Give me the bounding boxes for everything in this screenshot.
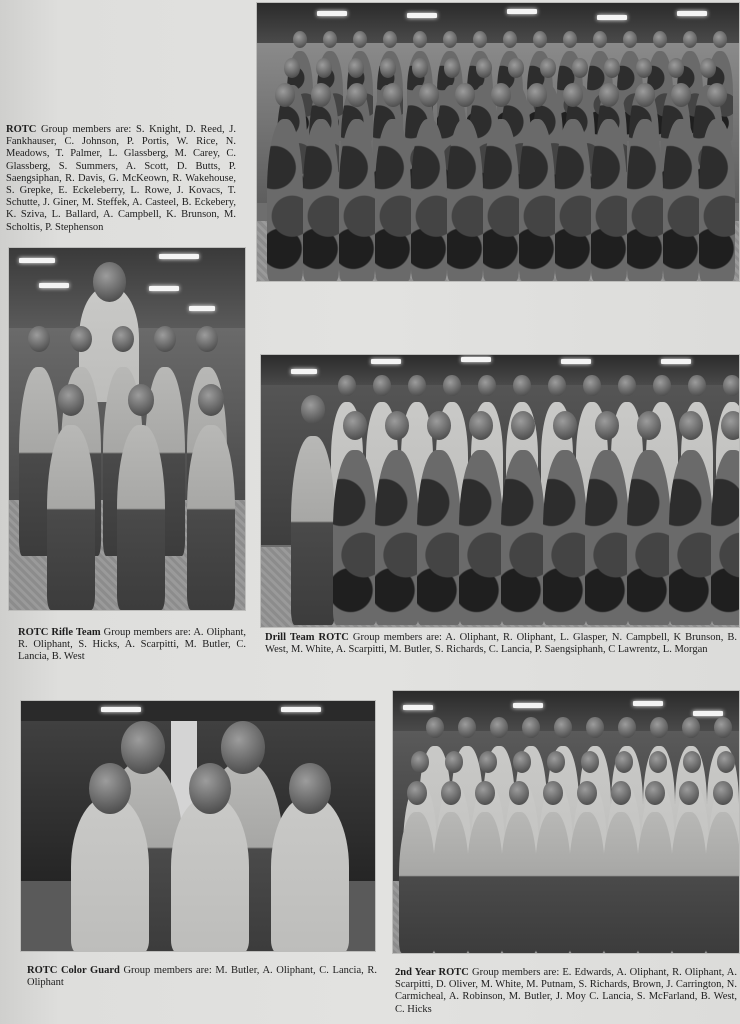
person-head <box>443 375 461 396</box>
rifle-team-caption <box>18 627 246 664</box>
person-head <box>380 58 397 78</box>
person-figure <box>339 119 375 281</box>
caption-title: ROTC <box>6 124 37 135</box>
caption-text: Group members are: E. Edwards, A. Oliphant, R. Oliphant, A. Scarpitti, D. Oliver, M. White, M. Putnam, S. Richards, Brown, J. Carrington, N. Carmicheal, A. Robinson, M. Butler, J. Moy C. Lancia, S. McFarland, B. West, C. Hicks <box>395 967 737 1015</box>
person-figure <box>519 119 555 281</box>
person-head <box>721 411 740 440</box>
person-head <box>553 411 577 440</box>
person-head <box>491 83 511 107</box>
person-head <box>58 384 84 416</box>
person-head <box>572 58 589 78</box>
person-head <box>543 781 563 805</box>
person-head <box>563 83 583 107</box>
person-head <box>611 781 631 805</box>
person-head <box>198 384 224 416</box>
person-head <box>618 375 636 396</box>
color-guard-photo <box>20 700 376 952</box>
person-figure <box>501 450 545 625</box>
person-head <box>527 83 547 107</box>
person-figure <box>569 812 605 953</box>
person-figure <box>555 119 591 281</box>
color-guard-caption <box>27 965 377 989</box>
person-head <box>583 375 601 396</box>
person-figure <box>459 450 503 625</box>
person-figure <box>591 119 627 281</box>
drill-team-caption <box>265 632 737 656</box>
person-head <box>373 375 391 396</box>
second-year-caption <box>395 967 737 1016</box>
person-figure <box>483 119 519 281</box>
person-figure <box>303 119 339 281</box>
person-figure <box>627 119 663 281</box>
person-figure <box>171 797 249 952</box>
person-head <box>636 58 653 78</box>
person-head <box>284 58 301 78</box>
person-head <box>316 58 333 78</box>
person-figure <box>399 812 435 953</box>
person-head <box>586 717 604 738</box>
person-head <box>700 58 717 78</box>
person-head <box>348 58 365 78</box>
person-head <box>682 717 700 738</box>
person-figure <box>585 450 629 625</box>
person-head <box>679 781 699 805</box>
caption-title: 2nd Year ROTC <box>395 967 469 978</box>
person-figure <box>271 797 349 952</box>
person-head <box>513 375 531 396</box>
person-head <box>444 58 461 78</box>
person-figure <box>267 119 303 281</box>
person-head <box>577 781 597 805</box>
person-head <box>408 375 426 396</box>
person-head <box>509 781 529 805</box>
person-figure <box>699 119 735 281</box>
person-figure <box>711 450 740 625</box>
person-head <box>650 717 668 738</box>
person-figure <box>375 450 419 625</box>
person-head <box>426 717 444 738</box>
person-head <box>688 375 706 396</box>
person-head <box>490 717 508 738</box>
caption-title: Drill Team ROTC <box>265 632 349 643</box>
person-head <box>121 721 165 774</box>
person-figure <box>669 450 713 625</box>
caption-title: ROTC Rifle Team <box>18 627 101 638</box>
person-head <box>338 375 356 396</box>
rotc-group-photo <box>256 2 740 282</box>
person-head <box>221 721 265 774</box>
person-figure <box>467 812 503 953</box>
person-figure <box>627 450 671 625</box>
person-head <box>554 717 572 738</box>
person-head <box>347 83 367 107</box>
person-head <box>476 58 493 78</box>
second-year-photo <box>392 690 740 954</box>
drill-team-photo <box>260 354 740 628</box>
person-head <box>343 411 367 440</box>
caption-title: ROTC Color Guard <box>27 965 120 976</box>
person-head <box>671 83 691 107</box>
person-head <box>707 83 727 107</box>
person-head <box>540 58 557 78</box>
person-figure <box>535 812 571 953</box>
person-head <box>508 58 525 78</box>
caption-text: Group members are: M. Butler, A. Oliphant, C. Lancia, R. Oliphant <box>27 965 377 989</box>
person-head <box>275 83 295 107</box>
person-head <box>635 83 655 107</box>
person-figure <box>411 119 447 281</box>
person-head <box>522 717 540 738</box>
person-figure <box>671 812 707 953</box>
person-figure <box>603 812 639 953</box>
person-head <box>311 83 331 107</box>
person-head <box>714 717 732 738</box>
caption-text: Group members are: A. Oliphant, R. Oliphant, L. Glasper, N. Campbell, K Brunson, B. West, M. White, A. Scarpitti, M. Butler, S. Richards, C. Lancia, P. Saengsiphanh, C Lawrentz, L. Morgan <box>265 632 737 656</box>
person-head <box>723 375 740 396</box>
person-figure <box>637 812 673 953</box>
person-head <box>679 411 703 440</box>
person-head <box>645 781 665 805</box>
person-figure <box>433 812 469 953</box>
person-head <box>469 411 493 440</box>
person-head <box>637 411 661 440</box>
person-head <box>93 262 126 302</box>
rifle-team-photo <box>8 247 246 611</box>
person-head <box>548 375 566 396</box>
person-head <box>419 83 439 107</box>
person-figure <box>71 797 149 952</box>
person-head <box>475 781 495 805</box>
person-head <box>427 411 451 440</box>
person-head <box>301 395 325 424</box>
person-head <box>128 384 154 416</box>
person-head <box>383 83 403 107</box>
person-figure <box>333 450 377 625</box>
person-figure <box>663 119 699 281</box>
person-figure <box>543 450 587 625</box>
person-figure <box>47 425 95 610</box>
person-head <box>599 83 619 107</box>
person-head <box>407 781 427 805</box>
caption-text: Group members are: A. Oliphant, R. Oliphant, S. Hicks, A. Scarpitti, M. Butler, C. Lancia, B. West <box>18 627 246 663</box>
person-figure <box>291 436 335 625</box>
person-head <box>458 717 476 738</box>
person-figure <box>501 812 537 953</box>
person-figure <box>447 119 483 281</box>
person-head <box>385 411 409 440</box>
person-head <box>595 411 619 440</box>
person-figure <box>375 119 411 281</box>
person-figure <box>187 425 235 610</box>
person-head <box>441 781 461 805</box>
person-head <box>455 83 475 107</box>
person-head <box>604 58 621 78</box>
person-head <box>511 411 535 440</box>
caption-text: Group members are: S. Knight, D. Reed, J. Fankhauser, C. Johnson, P. Portis, W. Rice, N. Meadows, T. Palmer, L. Glassberg, M. Carey, C. Glassberg, S. Summers, A. Scott, D. Butts, P. Saengsiphan, R. Davis, G. McKeown, R. Wakehouse, S. Grepke, E. Eckeleberry, L. Rowe, J. Kovacs, T. Schutte, J. Giner, M. Steffek, A. Casteel, B. Eckebery, K. Sziva, L. Ballard, A. Campbell, K. Brunson, M. Scholtis, P. Stephenson <box>6 124 236 233</box>
person-head <box>713 781 733 805</box>
person-figure <box>705 812 740 953</box>
rotc-caption <box>6 124 236 234</box>
person-figure <box>117 425 165 610</box>
person-head <box>668 58 685 78</box>
person-head <box>412 58 429 78</box>
person-figure <box>417 450 461 625</box>
person-head <box>478 375 496 396</box>
person-head <box>653 375 671 396</box>
person-head <box>618 717 636 738</box>
